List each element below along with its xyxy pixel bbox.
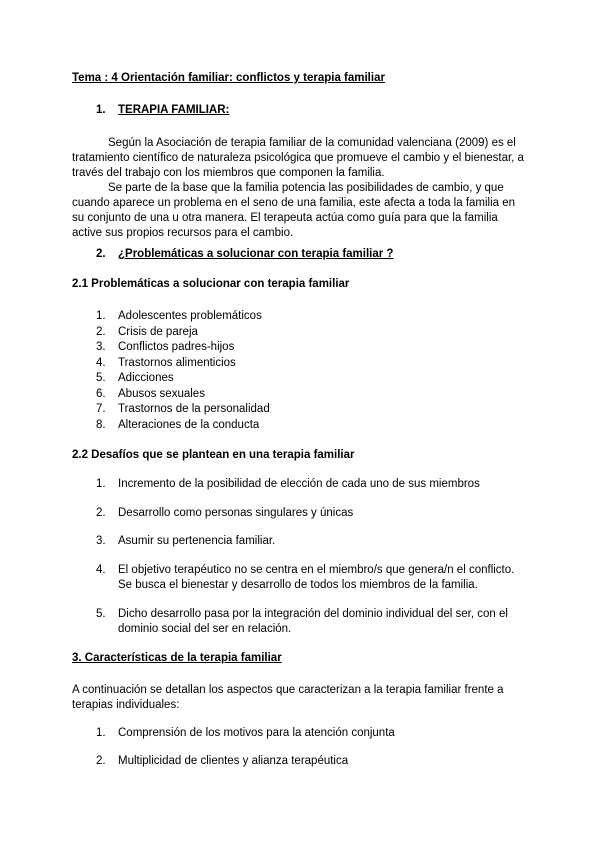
list-item: Crisis de pareja (118, 325, 198, 338)
section-1-paragraph-1: Según la Asociación de terapia familiar de la comunidad valenciana (2009) es el tratamiento científico de naturaleza psicológica que promueve el cambio y el bienestar, a través del trabajo con los miembros que componen la familia. (72, 137, 524, 179)
list-item: Asumir su pertenencia familiar. (118, 535, 276, 547)
subsection-2-1-heading: 2.1 Problemáticas a solucionar con terapia familiar (72, 278, 350, 290)
section-1-heading (72, 103, 528, 118)
list-item: Alteraciones de la conducta (118, 418, 260, 431)
section-3-heading: 3. Características de la terapia familiar (72, 651, 282, 664)
list-item: El objetivo terapéutico no se centra en el miembro/s que genera/n el conflicto. Se busca el bienestar y desarrollo de todos los miembros de la familia. (118, 563, 515, 591)
section-1-heading-text: TERAPIA FAMILIAR: (118, 104, 230, 116)
section-2-heading (72, 247, 528, 262)
list-item: Abusos sexuales (118, 387, 205, 400)
caracteristicas-list (72, 726, 528, 770)
document-title: Tema : 4 Orientación familiar: conflictos y terapia familiar (72, 72, 385, 84)
list-item: Comprensión de los motivos para la atención conjunta (118, 726, 395, 739)
list-item: Desarrollo como personas singulares y únicas (118, 506, 354, 519)
subsection-2-2-heading: 2.2 Desafíos que se plantean en una terapia familiar (72, 449, 355, 461)
section-2-heading-text: ¿Problemáticas a solucionar con terapia familiar ? (118, 248, 394, 260)
section-1-number: 1. (96, 104, 106, 116)
list-item: Trastornos de la personalidad (118, 403, 270, 415)
section-3-intro: A continuación se detallan los aspectos que caracterizan a la terapia familiar frente a terapias individuales: (72, 683, 504, 711)
problematicas-list (72, 309, 528, 433)
list-item: Adicciones (118, 372, 174, 384)
list-item: Multiplicidad de clientes y alianza terapéutica (118, 755, 349, 767)
list-item: Trastornos alimenticios (118, 356, 236, 369)
section-1-body (72, 136, 528, 241)
section-1-paragraph-2: Se parte de la base que la familia potencia las posibilidades de cambio, y que cuando aparece un problema en el seno de una familia, este afecta a toda la familia en su conjunto de una u otra manera. El terapeuta actúa como guía para que la familia active sus propios recursos para el cambio. (72, 182, 516, 239)
list-item: Conflictos padres-hijos (118, 341, 235, 353)
list-item: Dicho desarrollo pasa por la integración del dominio individual del ser, con el dominio social del ser en relación. (118, 607, 508, 635)
desafios-list (72, 477, 528, 638)
section-2-number: 2. (96, 248, 106, 260)
list-item: Incremento de la posibilidad de elección de cada uno de sus miembros (118, 478, 480, 490)
list-item: Adolescentes problemáticos (118, 310, 262, 322)
